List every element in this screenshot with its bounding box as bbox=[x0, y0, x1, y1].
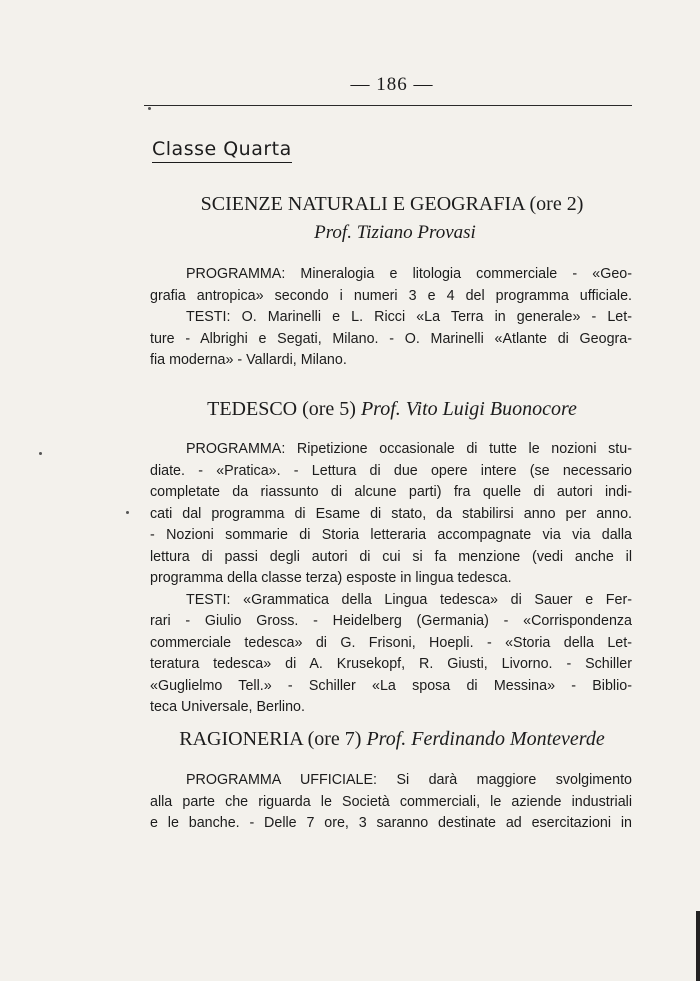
text-line: fia moderna» - Vallardi, Milano. bbox=[150, 352, 347, 368]
ragioneria-text bbox=[150, 770, 632, 835]
text-line: e le banche. - Delle 7 ore, 3 saranno destinate ad esercitazioni in bbox=[150, 815, 632, 831]
heading-subject: TEDESCO (ore 5) bbox=[207, 398, 356, 420]
text-line: cati dal programma di Esame di stato, da stabilirsi anno per anno. bbox=[150, 505, 632, 522]
paper-speck bbox=[126, 511, 129, 514]
page-number: — 186 — bbox=[350, 74, 434, 95]
text-line: programma della classe terza) esposte in lingua tedesca. bbox=[150, 570, 512, 586]
heading-teacher: Prof. Vito Luigi Buonocore bbox=[360, 398, 577, 420]
text-line: - Nozioni sommarie di Storia letteraria accompagnate via via dalla bbox=[150, 527, 632, 543]
heading-teacher: Prof. Ferdinando Monteverde bbox=[366, 728, 605, 750]
tedesco-text bbox=[150, 439, 632, 719]
text-line: commerciale tedesca» di G. Frisoni, Hoepli. - «Storia della Let- bbox=[150, 634, 632, 651]
teacher-scienze: Prof. Tiziano Provasi bbox=[314, 222, 476, 243]
paper-speck bbox=[148, 107, 151, 110]
text-line: diate. - «Pratica». - Lettura di due opere intere (se necessario bbox=[150, 462, 632, 479]
scienze-text bbox=[150, 264, 632, 372]
section-heading-ragioneria bbox=[0, 728, 700, 751]
section-heading-scienze: SCIENZE NATURALI E GEOGRAFIA (ore 2) bbox=[200, 193, 584, 215]
text-line: PROGRAMMA: Mineralogia e litologia commerciale - «Geo- bbox=[186, 266, 632, 282]
paper-speck bbox=[39, 452, 42, 455]
text-line: TESTI: «Grammatica della Lingua tedesca» di Sauer e Fer- bbox=[186, 591, 632, 608]
text-line: completate da riassunto di alcune parti) fra quelle di autori indi- bbox=[150, 484, 632, 500]
page-edge-shadow bbox=[696, 911, 700, 981]
text-line: teratura tedesca» di A. Krusekopf, R. Giusti, Livorno. - Schiller bbox=[150, 656, 632, 672]
text-line: «Guglielmo Tell.» - Schiller «La sposa di Messina» - Biblio- bbox=[150, 677, 632, 694]
text-line: TESTI: O. Marinelli e L. Ricci «La Terra in generale» - Let- bbox=[186, 309, 632, 325]
text-line: PROGRAMMA UFFICIALE: Si darà maggiore svolgimento bbox=[186, 772, 632, 788]
header-rule bbox=[144, 105, 632, 106]
text-line: PROGRAMMA: Ripetizione occasionale di tutte le nozioni stu- bbox=[186, 441, 632, 457]
class-title: Classe Quarta bbox=[152, 138, 292, 163]
text-line: rari - Giulio Gross. - Heidelberg (Germania) - «Corrispondenza bbox=[150, 613, 632, 629]
heading-subject: RAGIONERIA (ore 7) bbox=[179, 728, 362, 750]
text-line: alla parte che riguarda le Società commerciali, le aziende industriali bbox=[150, 793, 632, 810]
text-line: grafia antropica» secondo i numeri 3 e 4 del programma ufficiale. bbox=[150, 287, 632, 304]
text-line: teca Universale, Berlino. bbox=[150, 699, 305, 715]
section-heading-tedesco bbox=[0, 398, 700, 421]
text-line: lettura di passi degli autori di cui si fa menzione (vedi anche il bbox=[150, 548, 632, 565]
text-line: ture - Albrighi e Segati, Milano. - O. Marinelli «Atlante di Geogra- bbox=[150, 330, 632, 347]
